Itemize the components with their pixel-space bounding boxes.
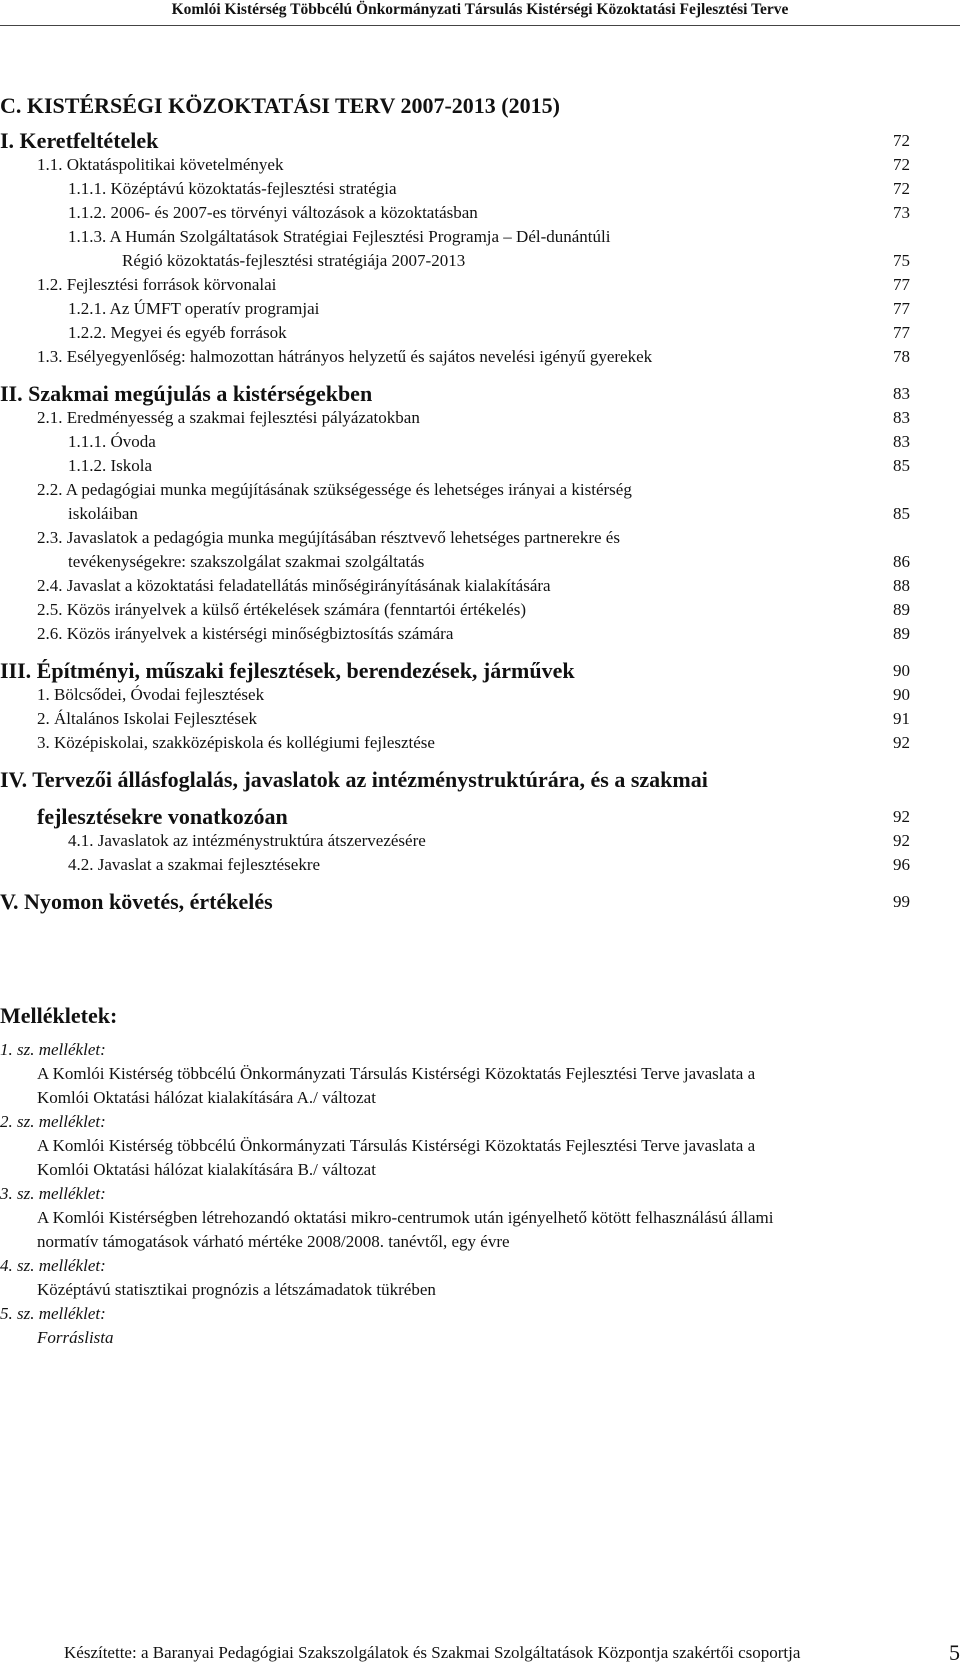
toc-entry-page: 89 bbox=[893, 624, 910, 643]
toc-entry bbox=[0, 622, 910, 646]
toc-entry bbox=[0, 454, 910, 478]
toc-entry-text: 2.1. Eredményesség a szakmai fejlesztési pályázatokban bbox=[37, 408, 420, 427]
toc-entry bbox=[0, 225, 910, 249]
toc-entry-text: tevékenységekre: szakszolgálat szakmai szolgáltatás bbox=[68, 552, 425, 571]
toc-entry bbox=[0, 128, 910, 153]
toc-entry-text: 3. Középiskolai, szakközépiskola és kollégiumi fejlesztése bbox=[37, 733, 435, 752]
toc-entry-text: 1.2.1. Az ÚMFT operatív programjai bbox=[68, 299, 320, 318]
toc-entry-text: 1.1.3. A Humán Szolgáltatások Stratégiai Fejlesztési Programja – Dél-dunántúli bbox=[68, 227, 611, 246]
toc-entry-page: 89 bbox=[893, 600, 910, 619]
toc-entry-page: 91 bbox=[893, 709, 910, 728]
toc-entry bbox=[0, 273, 910, 297]
toc-entry bbox=[0, 502, 910, 526]
toc-entry-text: 1.2.2. Megyei és egyéb források bbox=[68, 323, 287, 342]
toc-entry-page: 92 bbox=[893, 733, 910, 752]
toc-entry-text: 1.2. Fejlesztési források körvonalai bbox=[37, 275, 277, 294]
toc-entry-text: 4.2. Javaslat a szakmai fejlesztésekre bbox=[68, 855, 321, 874]
toc-entry-page: 77 bbox=[893, 275, 910, 294]
toc-entry bbox=[0, 526, 910, 550]
toc-entry bbox=[0, 829, 910, 853]
toc-entry-text: 2.5. Közös irányelvek a külső értékelések számára (fenntartói értékelés) bbox=[37, 600, 527, 619]
toc-entry-page: 85 bbox=[893, 504, 910, 523]
toc-entry-text: 1.1. Oktatáspolitikai követelmények bbox=[37, 155, 284, 174]
toc-entry-page: 77 bbox=[893, 323, 910, 342]
toc-entry bbox=[0, 707, 910, 731]
annex-description: Komlói Oktatási hálózat kialakítására B./ változat bbox=[37, 1160, 376, 1179]
toc-entry-page: 90 bbox=[893, 661, 910, 680]
toc-entry-text: 1.3. Esélyegyenlőség: halmozottan hátrányos helyzetű és sajátos nevelési igényű gyerekek bbox=[37, 347, 653, 366]
toc-entry bbox=[0, 249, 910, 273]
toc-entry bbox=[0, 853, 910, 877]
toc-entry bbox=[0, 297, 910, 321]
toc-entry-text: 1.1.1. Óvoda bbox=[68, 432, 156, 451]
toc-entry bbox=[0, 889, 910, 914]
toc-entry bbox=[0, 153, 910, 177]
page-header: Komlói Kistérség Többcélú Önkormányzati Társulás Kistérségi Közoktatási Fejlesztési Terve bbox=[171, 1, 789, 18]
document-title: C. KISTÉRSÉGI KÖZOKTATÁSI TERV 2007-2013 (2015) bbox=[0, 93, 560, 118]
annex-description: Középtávú statisztikai prognózis a létszámadatok tükrében bbox=[37, 1280, 436, 1299]
toc-entry bbox=[0, 683, 910, 707]
toc-entry-text: 2.4. Javaslat a közoktatási feladatellátás minőségirányításának kialakítására bbox=[37, 576, 551, 595]
toc-entry bbox=[0, 804, 910, 829]
toc-entry-page: 83 bbox=[893, 384, 910, 403]
toc-entry-page: 86 bbox=[893, 552, 910, 571]
toc-entry-text: I. Keretfeltételek bbox=[0, 128, 159, 153]
toc-entry-text: 2.2. A pedagógiai munka megújításának szükségessége és lehetséges irányai a kistérség bbox=[37, 480, 632, 499]
toc-entry bbox=[0, 201, 910, 225]
toc-entry bbox=[0, 574, 910, 598]
toc-entry bbox=[0, 598, 910, 622]
annexes-title: Mellékletek: bbox=[0, 1003, 118, 1028]
toc-entry-text: 2.6. Közös irányelvek a kistérségi minőségbiztosítás számára bbox=[37, 624, 454, 643]
annex-label: 3. sz. melléklet: bbox=[0, 1184, 106, 1203]
toc-entry-page: 88 bbox=[893, 576, 910, 595]
annex-label: 5. sz. melléklet: bbox=[0, 1304, 106, 1323]
toc-entry-text: 1.1.2. 2006- és 2007-es törvényi változások a közoktatásban bbox=[68, 203, 478, 222]
toc-entry-text: 1.1.2. Iskola bbox=[68, 456, 153, 475]
toc-entry bbox=[0, 767, 910, 792]
toc-entry-text: V. Nyomon követés, értékelés bbox=[0, 889, 273, 914]
toc-entry-page: 90 bbox=[893, 685, 910, 704]
toc-entry bbox=[0, 177, 910, 201]
toc-entry-text: iskoláiban bbox=[68, 504, 138, 523]
annex-description: A Komlói Kistérség többcélú Önkormányzati Társulás Kistérségi Közoktatás Fejlesztési Terve javaslata a bbox=[37, 1064, 756, 1083]
toc-entry bbox=[0, 550, 910, 574]
toc-entry-text: 2. Általános Iskolai Fejlesztések bbox=[37, 709, 258, 728]
toc-entry-text: 4.1. Javaslatok az intézménystruktúra átszervezésére bbox=[68, 831, 426, 850]
toc-entry-text: II. Szakmai megújulás a kistérségekben bbox=[0, 381, 373, 406]
toc-entry-text: Régió közoktatás-fejlesztési stratégiája 2007-2013 bbox=[122, 251, 466, 270]
toc-entry bbox=[0, 658, 910, 683]
annex-label: 1. sz. melléklet: bbox=[0, 1040, 106, 1059]
toc-entry-page: 78 bbox=[893, 347, 910, 366]
annex-description: A Komlói Kistérség többcélú Önkormányzati Társulás Kistérségi Közoktatás Fejlesztési Terve javaslata a bbox=[37, 1136, 756, 1155]
toc-entry bbox=[0, 406, 910, 430]
toc-entry-page: 92 bbox=[893, 831, 910, 850]
toc-entry-page: 73 bbox=[893, 203, 910, 222]
toc-entry bbox=[0, 321, 910, 345]
toc-entry-text: IV. Tervezői állásfoglalás, javaslatok az intézménystruktúrára, és a szakmai bbox=[0, 767, 708, 792]
toc-entry-page: 83 bbox=[893, 432, 910, 451]
annex-description: Forráslista bbox=[37, 1328, 114, 1347]
toc-entry bbox=[0, 345, 910, 369]
toc-entry-text: 2.3. Javaslatok a pedagógia munka megújításában résztvevő lehetséges partnerekre és bbox=[37, 528, 620, 547]
toc-entry-page: 77 bbox=[893, 299, 910, 318]
toc-entry-page: 83 bbox=[893, 408, 910, 427]
toc-entry bbox=[0, 478, 910, 502]
toc-entry-page: 96 bbox=[893, 855, 910, 874]
annex-description: Komlói Oktatási hálózat kialakítására A./ változat bbox=[37, 1088, 376, 1107]
annex-label: 2. sz. melléklet: bbox=[0, 1112, 106, 1131]
toc-entry-text: III. Építményi, műszaki fejlesztések, berendezések, járművek bbox=[0, 658, 575, 683]
toc-entry-page: 92 bbox=[893, 807, 910, 826]
annex-description: A Komlói Kistérségben létrehozandó oktatási mikro-centrumok után igényelhető kötött felhasználású állami bbox=[37, 1208, 774, 1227]
toc-entry bbox=[0, 430, 910, 454]
page-footer: Készítette: a Baranyai Pedagógiai Szakszolgálatok és Szakmai Szolgáltatások Központja szakértői csoportja bbox=[64, 1643, 801, 1662]
toc-entry-page: 75 bbox=[893, 251, 910, 270]
toc-entry-text: fejlesztésekre vonatkozóan bbox=[37, 804, 288, 829]
annex-label: 4. sz. melléklet: bbox=[0, 1256, 106, 1275]
toc-entry-page: 72 bbox=[893, 155, 910, 174]
toc-entry-text: 1.1.1. Középtávú közoktatás-fejlesztési stratégia bbox=[68, 179, 397, 198]
header-divider bbox=[0, 25, 960, 26]
toc-entry-page: 99 bbox=[893, 892, 910, 911]
toc-entry bbox=[0, 731, 910, 755]
toc-entry-page: 85 bbox=[893, 456, 910, 475]
toc-entry-page: 72 bbox=[893, 179, 910, 198]
table-of-contents bbox=[0, 128, 910, 914]
toc-entry-text: 1. Bölcsődei, Óvodai fejlesztések bbox=[37, 685, 265, 704]
annex-description: normatív támogatások várható mértéke 2008/2008. tanévtől, egy évre bbox=[37, 1232, 510, 1251]
toc-entry bbox=[0, 381, 910, 406]
toc-entry-page: 72 bbox=[893, 131, 910, 150]
page-number: 5 bbox=[949, 1640, 960, 1665]
annex-list bbox=[0, 1038, 950, 1350]
